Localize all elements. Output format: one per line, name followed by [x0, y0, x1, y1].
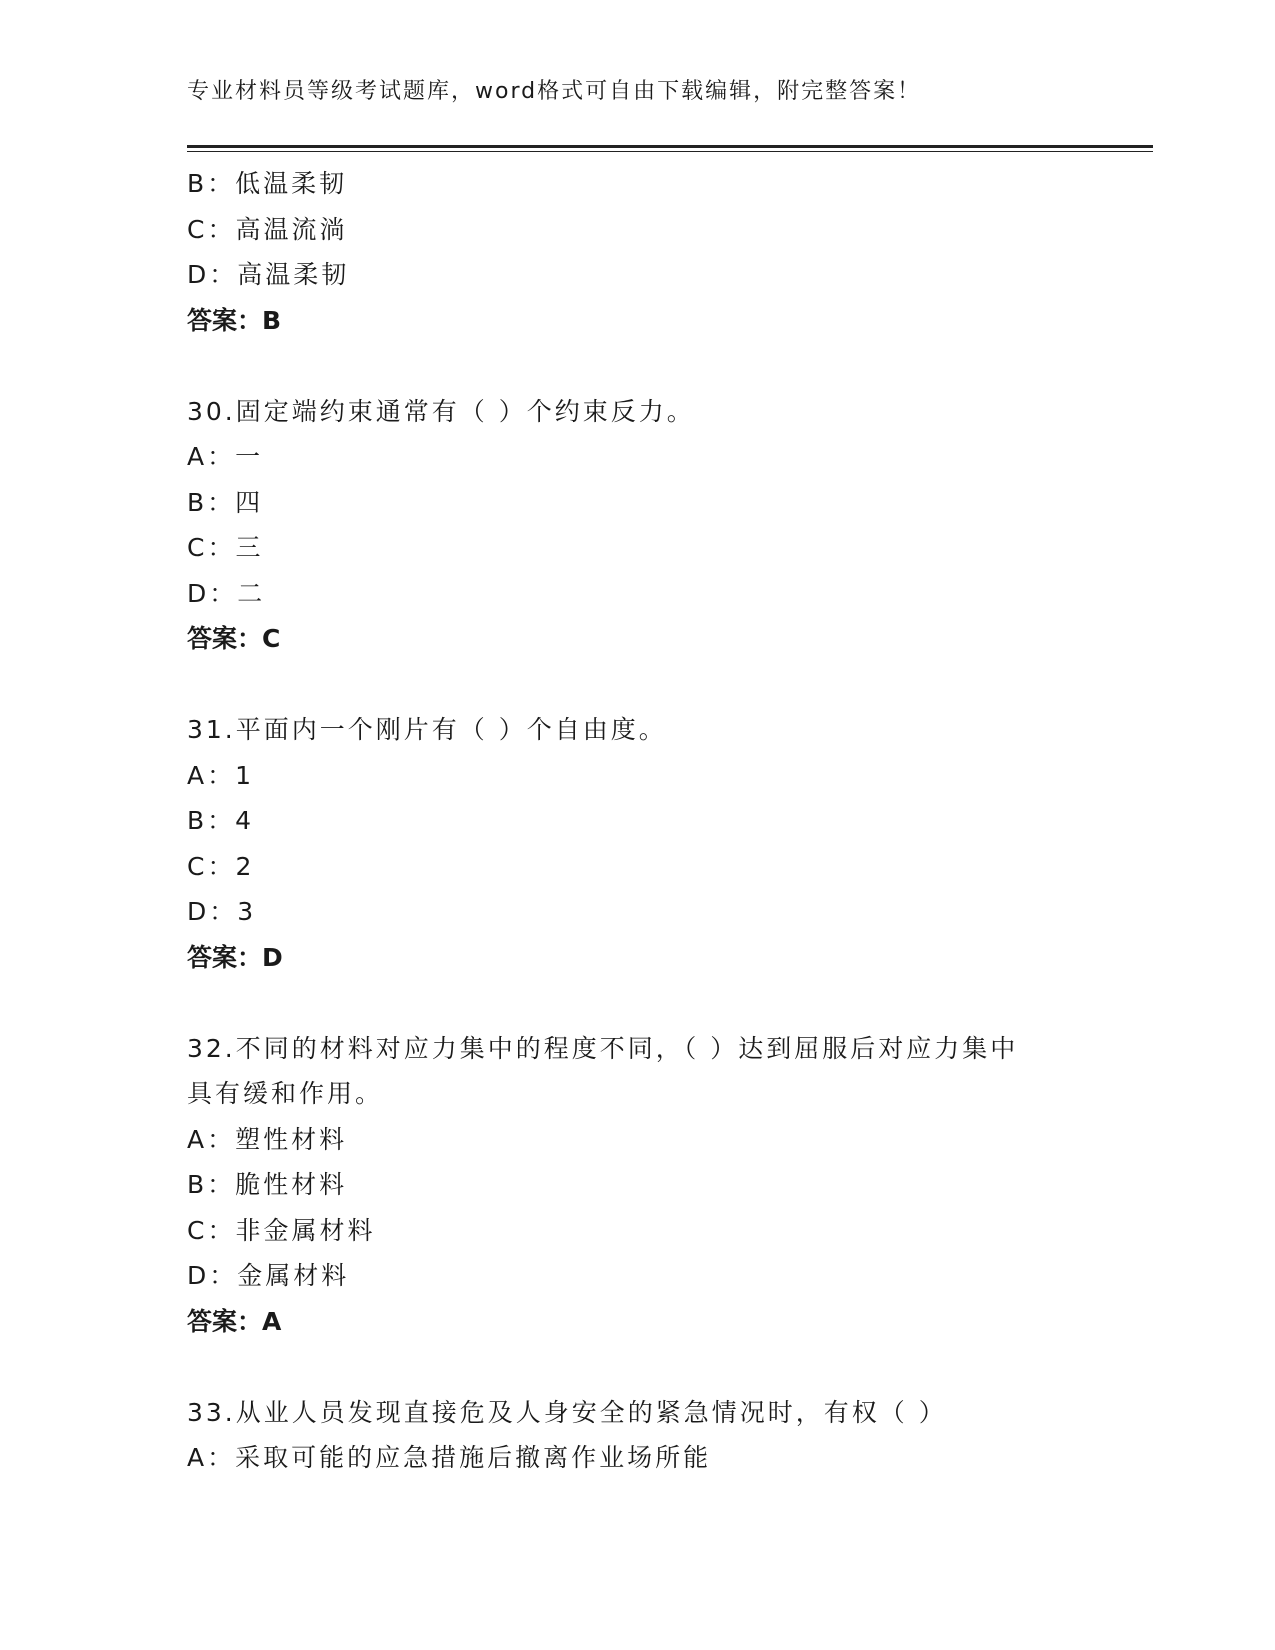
question-stem: 31.平面内一个刚片有（ ）个自由度。: [187, 715, 667, 744]
answer-line: 答案：A: [187, 1306, 282, 1336]
header-rule-thin: [187, 151, 1153, 152]
option-c: C：高温流淌: [187, 214, 348, 244]
question-block: [187, 389, 1147, 662]
option-d: D：高温柔韧: [187, 260, 350, 289]
question-content: [187, 161, 1147, 1481]
header-rule-thick: [187, 145, 1153, 148]
option-b: B：四: [187, 487, 264, 517]
option-b: B：低温柔韧: [187, 169, 348, 198]
question-stem: 30.固定端约束通常有（ ）个约束反力。: [187, 396, 695, 426]
answer-line: 答案：D: [187, 942, 283, 972]
option-a: A：采取可能的应急措施后撤离作业场所能: [187, 1443, 712, 1472]
question-block: [187, 1026, 1147, 1345]
question-stem: 33.从业人员发现直接危及人身安全的紧急情况时，有权（ ）: [187, 1397, 947, 1427]
option-b: B：4: [187, 806, 255, 835]
option-c: C：2: [187, 851, 255, 881]
question-stem-continued: 具有缓和作用。: [187, 1079, 384, 1108]
question-block: [187, 707, 1147, 980]
option-c: C：三: [187, 533, 264, 562]
option-d: D：金属材料: [187, 1261, 350, 1290]
option-d: D：3: [187, 897, 257, 926]
option-a: A：1: [187, 760, 255, 790]
option-d: D：二: [187, 578, 266, 608]
option-b: B：脆性材料: [187, 1170, 348, 1199]
answer-line: 答案：C: [187, 624, 281, 653]
option-c: C：非金属材料: [187, 1215, 376, 1245]
page-header: 专业材料员等级考试题库，word格式可自由下载编辑，附完整答案！: [187, 79, 922, 104]
answer-line: 答案：B: [187, 305, 282, 335]
option-a: A：一: [187, 442, 264, 471]
prev-question-block: [187, 161, 1147, 343]
question-block: [187, 1390, 1147, 1481]
option-a: A：塑性材料: [187, 1124, 348, 1154]
question-stem: 32.不同的材料对应力集中的程度不同，（ ）达到屈服后对应力集中: [187, 1033, 1019, 1063]
